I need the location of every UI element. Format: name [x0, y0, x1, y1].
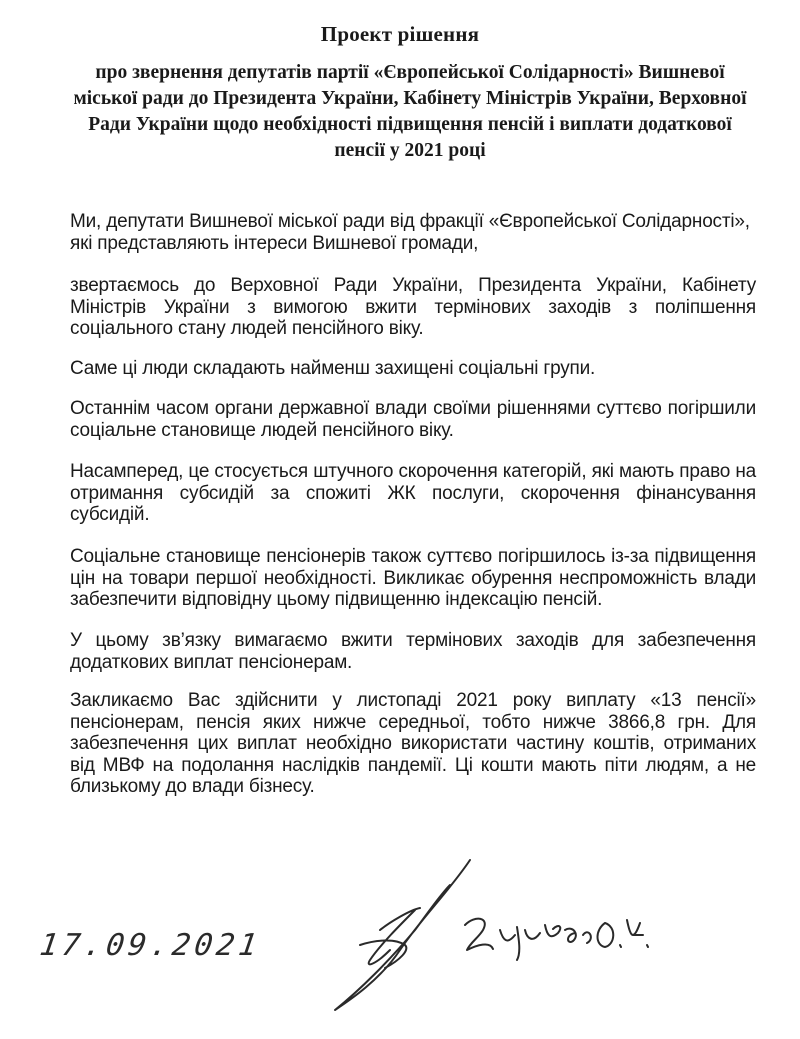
handwritten-date: 17.09.2021 [37, 928, 264, 963]
paragraph-demand: У цьому зв’язку вимагаємо вжити термінових заходів для забезпечення додаткових виплат пенсіонерам. [70, 630, 756, 673]
signature-name [455, 905, 655, 965]
paragraph-recent-decisions: Останнім часом органи державної влади своїми рішеннями суттєво погіршили соціальне становище людей пенсійного віку. [70, 398, 756, 441]
document-title: Проект рішення [320, 22, 480, 46]
paragraph-call-to-action: Закликаємо Вас здійснити у листопаді 2021 року виплату «13 пенсії» пенсіонерам, пенсія яких нижче середньої, тобто нижче 3866,8 грн. Для забезпечення цих виплат необхідно використати частину коштів, отриманих від МВФ на подолання наслідків пандемії. Ці кошти мають піти людям, а не близькому до влади бізнесу. [70, 690, 756, 797]
paragraph-vulnerable-groups: Саме ці люди складають найменш захищені соціальні групи. [70, 358, 596, 379]
paragraph-intro: Ми, депутати Вишневої міської ради від фракції «Європейської Солідарності», які представляють інтереси Вишневої громади, [70, 211, 750, 254]
paragraph-appeal: звертаємось до Верховної Ради України, Президента України, Кабінету Міністрів України з вимогою вжити термінових заходів з поліпшення соціального стану людей пенсійного віку. [70, 275, 756, 339]
paragraph-subsidies: Насамперед, це стосується штучного скорочення категорій, які мають право на отримання субсидій за спожиті ЖК послуги, скорочення фінансування субсидій. [70, 461, 756, 525]
paragraph-prices: Соціальне становище пенсіонерів також суттєво погіршилось із-за підвищення цін на товари першої необхідності. Викликає обурення неспроможність влади забезпечити відповідну цьому підвищенню індексацію пенсій. [70, 546, 756, 610]
document-subject: про звернення депутатів партії «Європейської Солідарності» Вишневої міської ради до Президента України, Кабінету Міністрів України, Верховної Ради України щодо необхідності підвищення пенсій і виплати додаткової пенсії у 2021 році [73, 62, 747, 161]
